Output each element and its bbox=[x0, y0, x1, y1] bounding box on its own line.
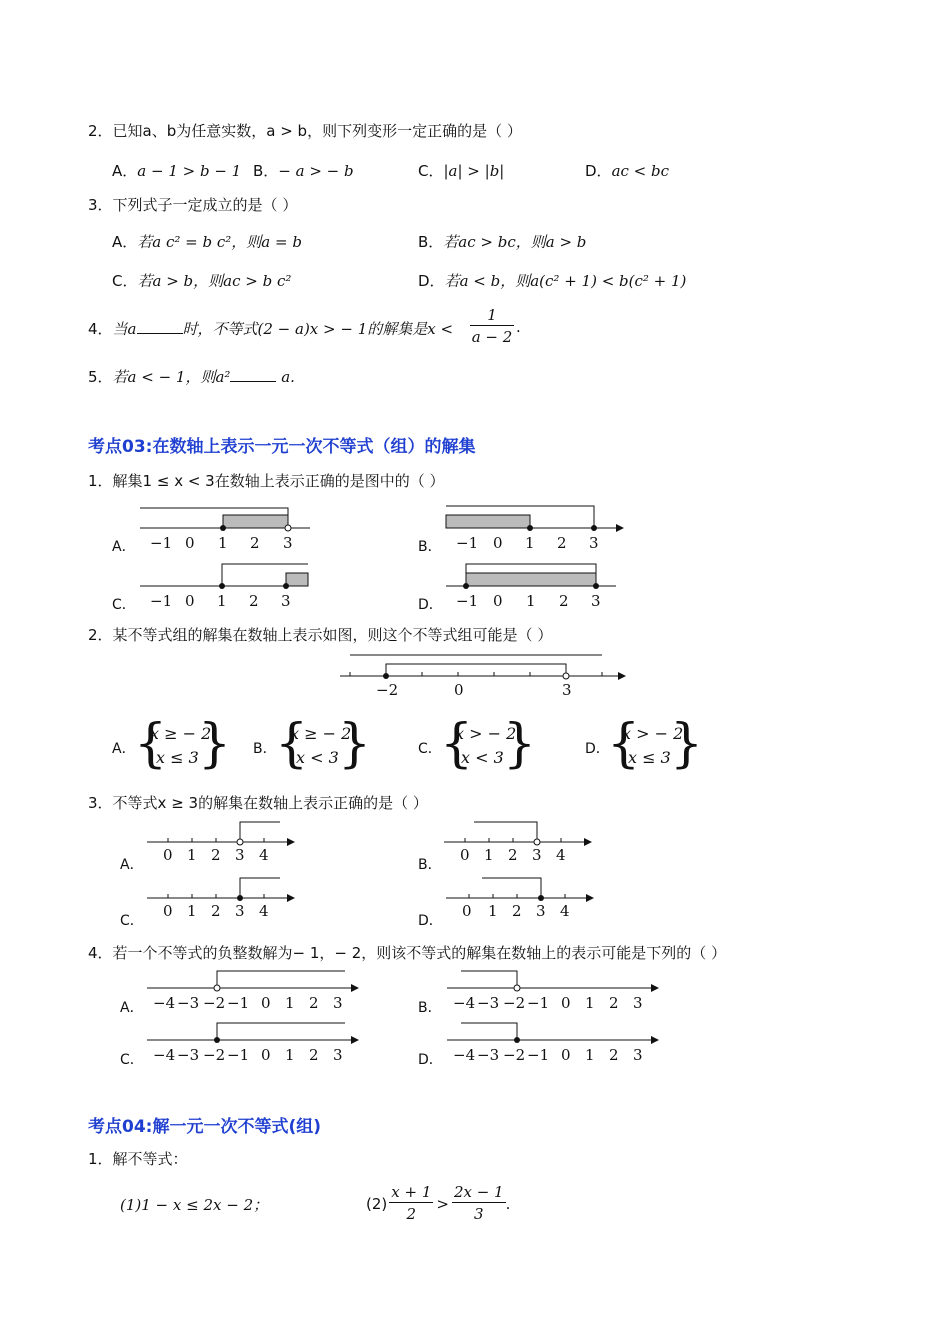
closed-dot bbox=[538, 895, 544, 901]
tick-label: −2 bbox=[203, 1046, 226, 1064]
open-dot bbox=[214, 985, 220, 991]
q3-option-b: B．若ac > bc，则a > b bbox=[418, 233, 587, 251]
s03-question-1: 1．解集1 ≤ x < 3在数轴上表示正确的是图中的（ ） bbox=[88, 472, 445, 490]
bracket bbox=[474, 822, 537, 842]
tick-label: 2 bbox=[508, 846, 518, 864]
tick-label: −1 bbox=[150, 592, 173, 610]
bracket bbox=[461, 971, 517, 988]
arrow-icon bbox=[584, 838, 592, 846]
tick-label: 1 bbox=[285, 994, 295, 1012]
arrow-icon bbox=[586, 894, 594, 902]
tick-label: 0 bbox=[185, 592, 195, 610]
s03-q1-label-d: D． bbox=[418, 597, 443, 613]
s03-q3-label-a: A． bbox=[120, 857, 144, 873]
tick-label: 2 bbox=[249, 592, 259, 610]
tick-label: 3 bbox=[281, 592, 291, 610]
tick-label: −2 bbox=[203, 994, 226, 1012]
tick-label: −1 bbox=[150, 534, 173, 552]
tick-label: −1 bbox=[527, 994, 550, 1012]
tick-label: 4 bbox=[259, 846, 269, 864]
s03-q3-numberline-a bbox=[145, 818, 300, 864]
q3-option-c: C．若a > b，则ac > b c² bbox=[112, 272, 292, 290]
system-a: x ≥ − 2 x ≤ 3 bbox=[150, 724, 212, 767]
left-brace-icon: { bbox=[440, 714, 474, 774]
tick-label: 2 bbox=[250, 534, 260, 552]
question-3 bbox=[88, 194, 297, 215]
question-number: 2． bbox=[88, 122, 113, 140]
tick-label: 3 bbox=[633, 1046, 643, 1064]
s03-q4-numberline-d bbox=[445, 1020, 665, 1064]
tick-label: 0 bbox=[493, 592, 503, 610]
tick-label: 3 bbox=[235, 846, 245, 864]
s03-q4-numberline-c bbox=[145, 1020, 365, 1064]
tick-label: 1 bbox=[217, 592, 227, 610]
tick-label: 2 bbox=[557, 534, 567, 552]
tick-label: −2 bbox=[376, 681, 399, 699]
tick-label: −1 bbox=[456, 534, 479, 552]
s03-q4-label-b: B． bbox=[418, 1000, 442, 1016]
tick-label: 0 bbox=[185, 534, 195, 552]
tick-label: 3 bbox=[333, 994, 343, 1012]
s03-q1-numberline-a bbox=[130, 498, 330, 558]
question-2 bbox=[88, 120, 522, 141]
tick-label: 0 bbox=[163, 846, 173, 864]
tick-label: 0 bbox=[261, 1046, 271, 1064]
s03-q4-label-c: C． bbox=[120, 1052, 144, 1068]
tick-label: 3 bbox=[333, 1046, 343, 1064]
tick-label: 4 bbox=[556, 846, 566, 864]
tick-label: 0 bbox=[454, 681, 464, 699]
bracket bbox=[217, 971, 345, 988]
q2-option-b: B．− a > − b bbox=[253, 162, 354, 180]
tick-label: 0 bbox=[261, 994, 271, 1012]
tick-label: −4 bbox=[153, 994, 176, 1012]
s03-question-3: 3．不等式x ≥ 3的解集在数轴上表示正确的是（ ） bbox=[88, 794, 428, 812]
right-brace-icon: } bbox=[503, 714, 537, 774]
tick-label: 0 bbox=[460, 846, 470, 864]
system-d: x > − 2 x ≤ 3 bbox=[622, 724, 684, 767]
tick-label: 3 bbox=[589, 534, 599, 552]
question-5: 5．若a < − 1，则a² a. bbox=[88, 368, 295, 386]
tick-label: 0 bbox=[561, 1046, 571, 1064]
bracket-inner bbox=[386, 664, 566, 676]
question-stem: 已知a、b为任意实数，a > b，则下列变形一定正确的是（ ） bbox=[112, 122, 522, 140]
tick-label: 1 bbox=[585, 1046, 595, 1064]
s03-q4-numberline-a bbox=[145, 968, 365, 1012]
arrow-icon bbox=[287, 894, 295, 902]
tick-label: 2 bbox=[559, 592, 569, 610]
answer-blank[interactable] bbox=[137, 319, 183, 334]
tick-label: 3 bbox=[591, 592, 601, 610]
s03-q1-label-a: A． bbox=[112, 539, 136, 555]
s03-q3-label-c: C． bbox=[120, 913, 144, 929]
tick-label: 1 bbox=[187, 902, 197, 920]
bracket bbox=[461, 1023, 517, 1040]
tick-label: 1 bbox=[488, 902, 498, 920]
tick-label: 2 bbox=[609, 1046, 619, 1064]
fraction: 2x − 1 3 bbox=[453, 1183, 504, 1223]
s03-q1-label-b: B． bbox=[418, 539, 442, 555]
s03-q3-numberline-d bbox=[444, 874, 599, 920]
answer-blank[interactable] bbox=[230, 367, 276, 382]
closed-dot bbox=[593, 583, 599, 589]
s03-q3-label-d: D． bbox=[418, 913, 443, 929]
tick-label: 2 bbox=[211, 846, 221, 864]
open-dot bbox=[237, 839, 243, 845]
closed-dot bbox=[219, 583, 225, 589]
tick-label: 0 bbox=[163, 902, 173, 920]
tick-label: 2 bbox=[512, 902, 522, 920]
right-brace-icon: } bbox=[670, 714, 704, 774]
s04-question-1: 1．解不等式： bbox=[88, 1150, 188, 1168]
right-brace-icon: } bbox=[338, 714, 372, 774]
closed-dot bbox=[591, 525, 597, 531]
tick-label: 3 bbox=[536, 902, 546, 920]
s03-q1-label-c: C． bbox=[112, 597, 136, 613]
s03-q2-numberline bbox=[338, 648, 630, 700]
s03-q4-label-d: D． bbox=[418, 1052, 443, 1068]
tick-label: 2 bbox=[309, 994, 319, 1012]
tick-label: 1 bbox=[218, 534, 228, 552]
tick-label: −3 bbox=[477, 1046, 500, 1064]
tick-label: −3 bbox=[477, 994, 500, 1012]
left-brace-icon: { bbox=[134, 714, 168, 774]
bracket bbox=[240, 822, 280, 842]
s04-q1-part-2: (2) x + 1 2 > 2x − 1 3 . bbox=[366, 1183, 511, 1223]
period: . bbox=[516, 318, 521, 336]
left-brace-icon: { bbox=[275, 714, 309, 774]
s03-q1-numberline-d bbox=[436, 556, 636, 616]
question-4: 4．当a 时，不等式(2 − a)x > − 1的解集是x < bbox=[88, 320, 454, 338]
closed-dot bbox=[514, 1037, 520, 1043]
arrow-icon bbox=[287, 838, 295, 846]
tick-label: 2 bbox=[211, 902, 221, 920]
s03-q4-numberline-b bbox=[445, 968, 665, 1012]
s03-q4-label-a: A． bbox=[120, 1000, 144, 1016]
fraction: 1 a − 2 bbox=[471, 306, 513, 346]
tick-label: 1 bbox=[525, 534, 535, 552]
system-b: x ≥ − 2 x < 3 bbox=[290, 724, 352, 767]
s03-q2-label-a: A． bbox=[112, 741, 136, 757]
s04-q1-part-1: (1)1 − x ≤ 2x − 2； bbox=[120, 1196, 269, 1214]
question-number: 3． bbox=[88, 196, 113, 214]
section-heading-03: 考点03:在数轴上表示一元一次不等式（组）的解集 bbox=[88, 437, 476, 457]
tick-label: −1 bbox=[227, 994, 250, 1012]
closed-dot bbox=[463, 583, 469, 589]
closed-dot bbox=[214, 1037, 220, 1043]
shaded-region bbox=[223, 515, 288, 528]
tick-label: 4 bbox=[560, 902, 570, 920]
tick-label: 0 bbox=[493, 534, 503, 552]
shaded-region bbox=[466, 573, 596, 586]
tick-label: −2 bbox=[503, 1046, 526, 1064]
s03-q3-numberline-c bbox=[145, 874, 300, 920]
tick-label: 4 bbox=[259, 902, 269, 920]
tick-label: 3 bbox=[532, 846, 542, 864]
arrow-icon bbox=[616, 524, 624, 532]
arrow-icon bbox=[351, 1036, 359, 1044]
section-heading-04: 考点04:解一元一次不等式(组) bbox=[88, 1117, 321, 1137]
tick-label: −3 bbox=[177, 994, 200, 1012]
closed-dot bbox=[237, 895, 243, 901]
tick-label: 3 bbox=[633, 994, 643, 1012]
tick-label: −3 bbox=[177, 1046, 200, 1064]
tick-label: 3 bbox=[235, 902, 245, 920]
q2-option-c: C．|a| > |b| bbox=[418, 162, 505, 180]
right-brace-icon: } bbox=[198, 714, 232, 774]
q2-option-d: D．ac < bc bbox=[585, 162, 670, 180]
closed-dot bbox=[527, 525, 533, 531]
bracket bbox=[240, 878, 280, 898]
q3-option-a: A．若a c² = b c²，则a = b bbox=[112, 233, 302, 251]
question-stem: 下列式子一定成立的是（ ） bbox=[112, 196, 298, 214]
tick-label: 1 bbox=[585, 994, 595, 1012]
s03-q3-label-b: B． bbox=[418, 857, 442, 873]
closed-dot bbox=[383, 673, 389, 679]
bracket bbox=[482, 878, 541, 898]
bracket bbox=[217, 1023, 345, 1040]
tick-label: 2 bbox=[609, 994, 619, 1012]
s03-q2-label-b: B． bbox=[253, 741, 277, 757]
tick-label: 1 bbox=[187, 846, 197, 864]
tick-label: 3 bbox=[562, 681, 572, 699]
tick-label: 1 bbox=[285, 1046, 295, 1064]
arrow-icon bbox=[351, 984, 359, 992]
q2-option-a: A．a − 1 > b − 1 bbox=[112, 162, 242, 180]
closed-dot bbox=[220, 525, 226, 531]
tick-label: 0 bbox=[462, 902, 472, 920]
arrow-icon bbox=[618, 672, 626, 680]
tick-label: −1 bbox=[227, 1046, 250, 1064]
shaded-region bbox=[446, 515, 530, 528]
arrow-icon bbox=[651, 984, 659, 992]
shaded-region bbox=[286, 573, 308, 586]
tick-label: −1 bbox=[456, 592, 479, 610]
tick-label: −4 bbox=[453, 994, 476, 1012]
q3-option-d: D．若a < b，则a(c² + 1) < b(c² + 1) bbox=[418, 272, 687, 290]
tick-label: −1 bbox=[527, 1046, 550, 1064]
s03-question-2: 2．某不等式组的解集在数轴上表示如图，则这个不等式组可能是（ ） bbox=[88, 626, 553, 644]
open-dot bbox=[534, 839, 540, 845]
tick-label: 3 bbox=[283, 534, 293, 552]
fraction: x + 1 2 bbox=[391, 1183, 432, 1223]
arrow-icon bbox=[651, 1036, 659, 1044]
closed-dot bbox=[283, 583, 289, 589]
tick-label: −2 bbox=[503, 994, 526, 1012]
tick-label: 1 bbox=[484, 846, 494, 864]
open-dot bbox=[563, 673, 569, 679]
s03-q3-numberline-b bbox=[442, 818, 597, 864]
system-c: x > − 2 x < 3 bbox=[455, 724, 517, 767]
tick-label: 2 bbox=[309, 1046, 319, 1064]
tick-label: −4 bbox=[453, 1046, 476, 1064]
open-dot bbox=[514, 985, 520, 991]
tick-label: −4 bbox=[153, 1046, 176, 1064]
s03-q1-numberline-c bbox=[130, 556, 330, 616]
open-dot bbox=[285, 525, 291, 531]
s03-q2-label-c: C． bbox=[418, 741, 442, 757]
s03-q2-label-d: D． bbox=[585, 741, 610, 757]
tick-label: 1 bbox=[526, 592, 536, 610]
s03-question-4: 4．若一个不等式的负整数解为− 1，− 2，则该不等式的解集在数轴上的表示可能是下列的（ ） bbox=[88, 944, 727, 962]
left-brace-icon: { bbox=[607, 714, 641, 774]
s03-q1-numberline-b bbox=[436, 498, 636, 558]
tick-label: 0 bbox=[561, 994, 571, 1012]
